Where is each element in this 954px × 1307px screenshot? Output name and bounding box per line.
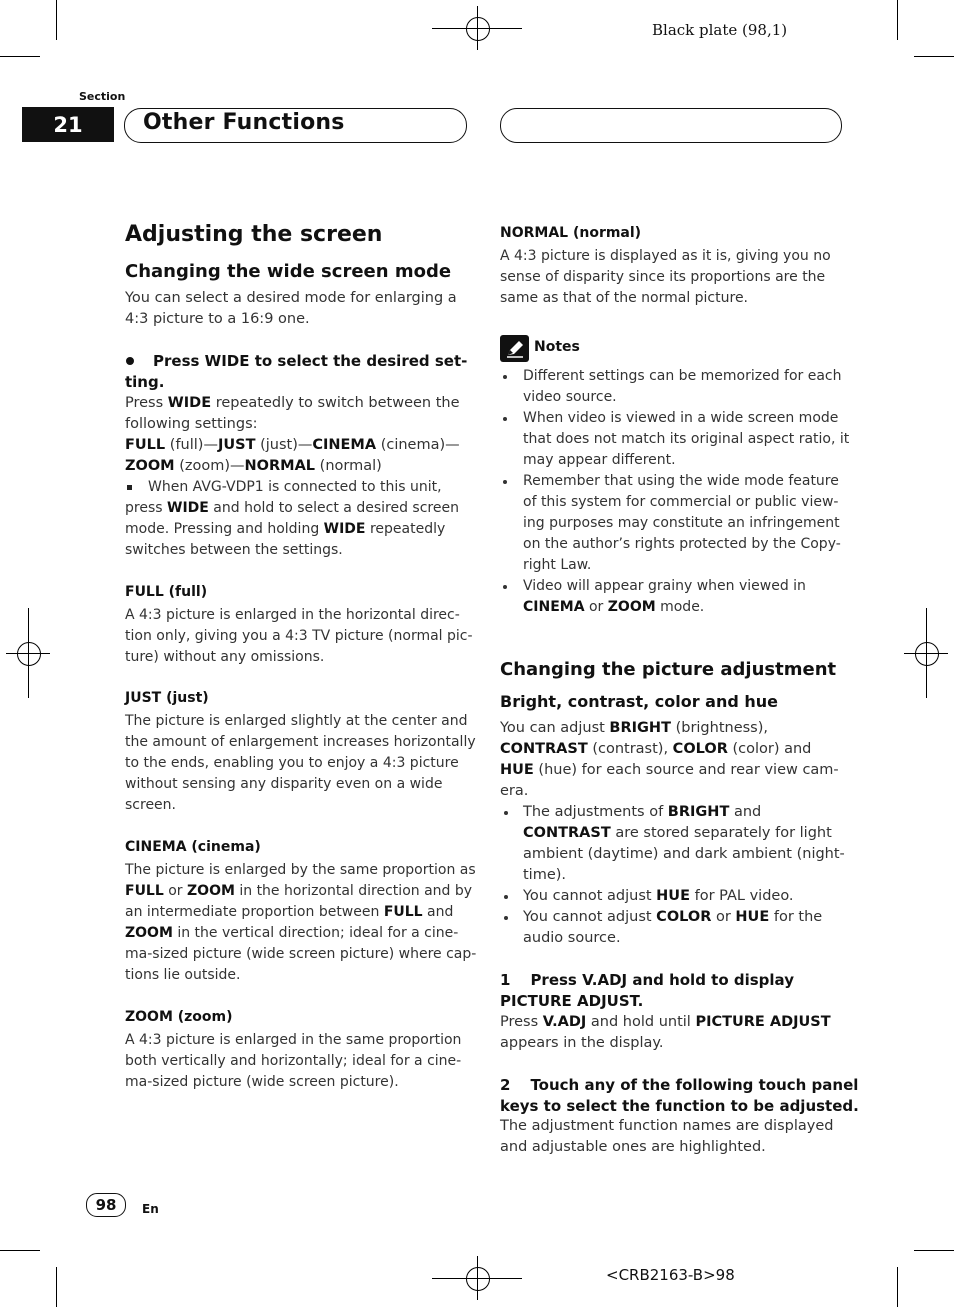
- bullet-dot: [126, 357, 134, 365]
- step-heading-line1: Press WIDE to select the desired set-: [153, 352, 468, 370]
- cinema-heading: CINEMA (cinema): [125, 839, 261, 855]
- cinema-text: The picture is enlarged by the same proportion as FULL or ZOOM in the horizontal direction and by an intermediate proportion between FULL and ZOOM in the vertical direction; ideal for a cine- ma-sized picture (wide screen picture) where cap- tions lie outside.: [125, 862, 477, 983]
- page-number-text: 98: [95, 1196, 117, 1214]
- notes-title: Notes: [534, 339, 580, 355]
- step-body: Press WIDE repeatedly to switch between the following settings: FULL (full)—JUST (just)—CINEMA (cinema)— ZOOM (zoom)—NORMAL (normal): [125, 395, 460, 474]
- bullet: [504, 895, 508, 899]
- doc-code: <CRB2163-B>98: [606, 1266, 735, 1284]
- full-heading: FULL (full): [125, 584, 208, 600]
- section-number: [22, 107, 114, 142]
- pencil-icon: [500, 335, 529, 362]
- note-1: Different settings can be memorized for each video source.: [523, 368, 842, 405]
- normal-heading: NORMAL (normal): [500, 225, 642, 241]
- language-label: En: [142, 1202, 159, 1216]
- section-blank-box: [500, 108, 842, 143]
- step-2-heading: 2 Touch any of the following touch panel keys to select the function to be adjusted.: [500, 1076, 859, 1115]
- picture-bullet-3: You cannot adjust COLOR or HUE for the audio source.: [523, 909, 823, 946]
- picture-subtitle: Bright, contrast, color and hue: [500, 692, 778, 711]
- section-label: Section: [79, 90, 126, 103]
- note-4: Video will appear grainy when viewed in CINEMA or ZOOM mode.: [523, 578, 806, 615]
- bullet: [504, 916, 508, 920]
- bullet: [504, 811, 508, 815]
- step-2-body: The adjustment function names are displayed and adjustable ones are highlighted.: [500, 1118, 834, 1155]
- just-heading: JUST (just): [125, 690, 209, 706]
- subsection-title: Changing the wide screen mode: [125, 261, 452, 282]
- note-bullet: [503, 585, 507, 589]
- page-title: Adjusting the screen: [125, 222, 383, 247]
- picture-bullet-2: You cannot adjust HUE for PAL video.: [523, 888, 794, 904]
- step-heading-line2: ting.: [125, 373, 165, 391]
- picture-intro: You can adjust BRIGHT (brightness), CONTRAST (contrast), COLOR (color) and HUE (hue) for each source and rear view cam- era.: [500, 720, 839, 799]
- note-bullet: [503, 375, 507, 379]
- just-text: The picture is enlarged slightly at the center and the amount of enlargement increases horizontally to the ends, enabling you to enjoy a 4:3 picture without sensing any disparity even on a wide screen.: [125, 713, 476, 813]
- zoom-text: A 4:3 picture is enlarged in the same proportion both vertically and horizontally; ideal for a cine- ma-sized picture (wide screen picture).: [125, 1032, 462, 1090]
- sub-note: When AVG-VDP1 is connected to this unit, press WIDE and hold to select a desired screen mode. Pressing and holding WIDE repeatedly switches between the settings.: [125, 479, 459, 558]
- picture-title: Changing the picture adjustment: [500, 659, 837, 680]
- page-number: [86, 1193, 126, 1217]
- step-1-heading: 1 Press V.ADJ and hold to display PICTURE ADJUST.: [500, 971, 794, 1010]
- note-bullet: [503, 480, 507, 484]
- note-3: Remember that using the wide mode feature of this system for commercial or public view- ing purposes may constitute an infringement on the author’s rights protected by the Copy- right Law.: [523, 473, 841, 573]
- section-title: Other Functions: [143, 110, 345, 135]
- intro-text: You can select a desired mode for enlarging a 4:3 picture to a 16:9 one.: [125, 290, 457, 327]
- picture-bullet-1: The adjustments of BRIGHT and CONTRAST are stored separately for light ambient (daytime) and dark ambient (night- time).: [523, 804, 845, 883]
- step-1-body: Press V.ADJ and hold until PICTURE ADJUST appears in the display.: [500, 1014, 831, 1051]
- section-number-text: 21: [53, 112, 83, 137]
- plate-label: Black plate (98,1): [652, 21, 788, 39]
- note-2: When video is viewed in a wide screen mode that does not match its original aspect ratio, it may appear different.: [523, 410, 850, 468]
- zoom-heading: ZOOM (zoom): [125, 1009, 233, 1025]
- full-text: A 4:3 picture is enlarged in the horizontal direc- tion only, giving you a 4:3 TV picture (normal pic- ture) without any omissions.: [125, 607, 473, 665]
- normal-text: A 4:3 picture is displayed as it is, giving you no sense of disparity since its proportions are the same as that of the normal picture.: [500, 248, 831, 306]
- note-bullet: [503, 417, 507, 421]
